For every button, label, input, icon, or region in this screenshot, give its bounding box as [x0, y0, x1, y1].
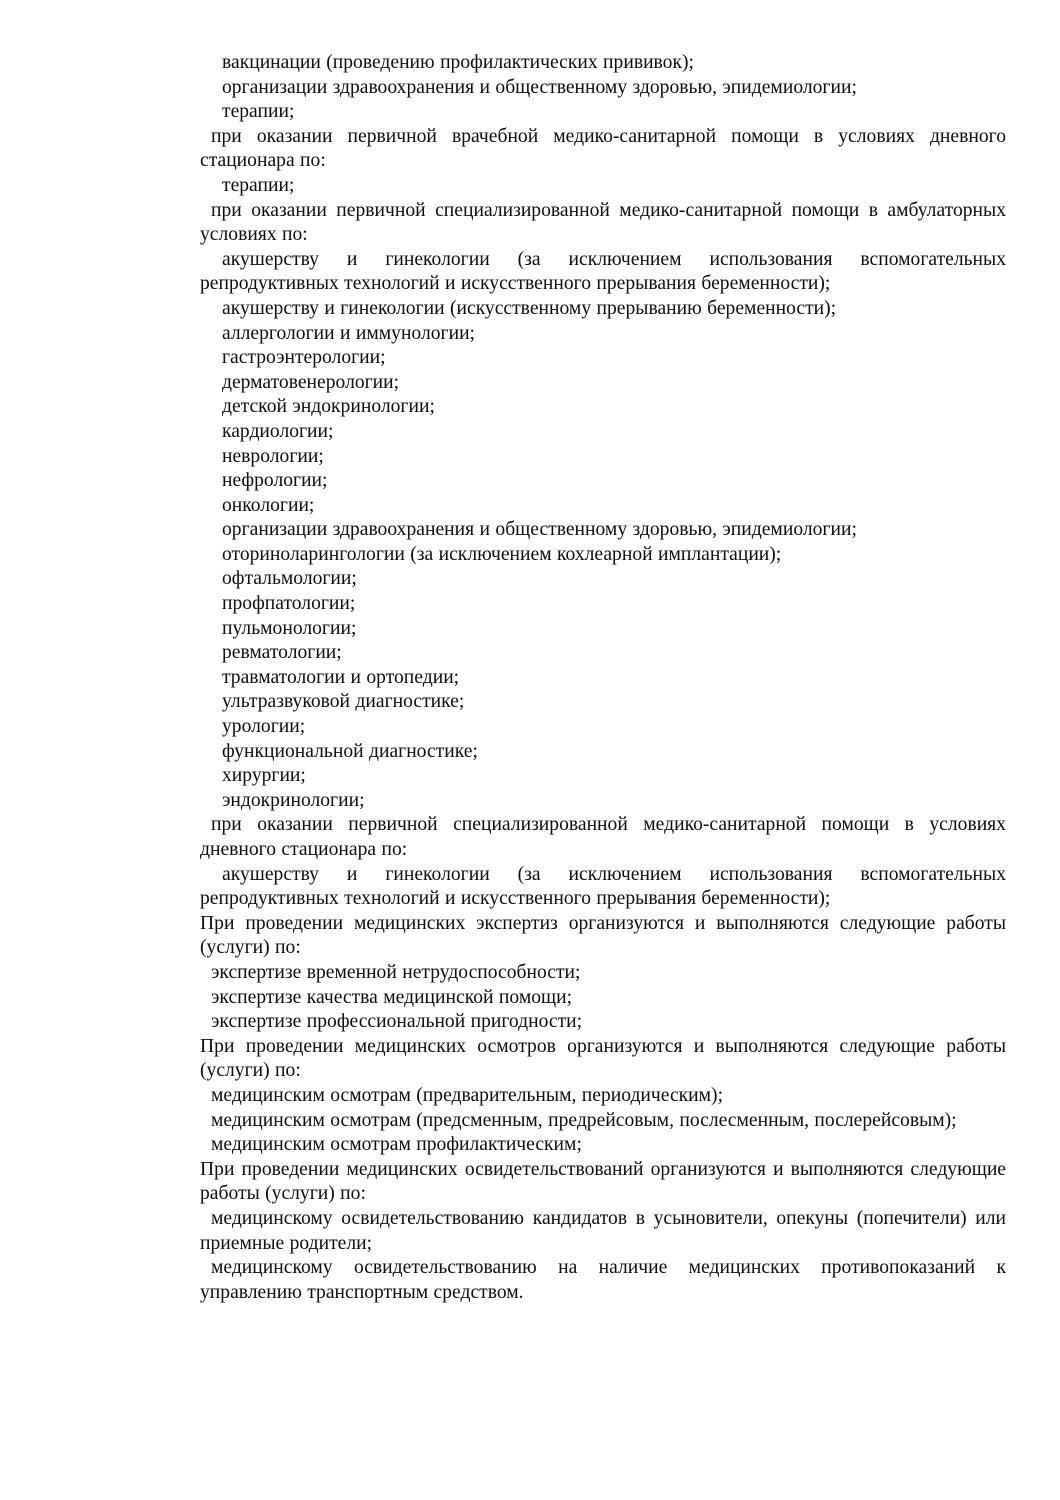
- paragraph: экспертизе профессиональной пригодности;: [211, 1011, 583, 1033]
- paragraph: при оказании первичной специализированной медико-санитарной помощи в амбулаторных условиях по:: [200, 199, 1006, 246]
- paragraph: экспертизе качества медицинской помощи;: [211, 986, 573, 1008]
- paragraph: акушерству и гинекологии (за исключением использования вспомогательных репродуктивных технологий и искусственного прерывания беременности);: [200, 863, 1006, 910]
- paragraph: терапии;: [222, 101, 295, 123]
- paragraph: неврологии;: [222, 445, 324, 467]
- paragraph: медицинскому освидетельствованию кандидатов в усыновители, опекуны (попечители) или приемные родители;: [200, 1207, 1006, 1254]
- paragraph: дерматовенерологии;: [222, 371, 400, 393]
- paragraph: акушерству и гинекологии (за исключением использования вспомогательных репродуктивных технологий и искусственного прерывания беременности);: [200, 248, 1006, 295]
- paragraph: медицинскому освидетельствованию на наличие медицинских противопоказаний к управлению транспортным средством.: [200, 1257, 1006, 1303]
- paragraph: медицинским осмотрам (предсменным, предрейсовым, послесменным, послерейсовым);: [211, 1109, 957, 1131]
- paragraph: медицинским осмотрам (предварительным, периодическим);: [211, 1084, 724, 1106]
- paragraph: нефрологии;: [222, 470, 328, 492]
- paragraph: оториноларингологии (за исключением кохлеарной имплантации);: [222, 543, 782, 565]
- paragraph: пульмонологии;: [222, 617, 357, 639]
- paragraph: онкологии;: [222, 494, 315, 516]
- paragraph: эндокринологии;: [222, 789, 365, 811]
- paragraph: гастроэнтерологии;: [222, 347, 386, 369]
- paragraph: организации здравоохранения и общественному здоровью, эпидемиологии;: [222, 519, 857, 541]
- paragraph: урологии;: [222, 716, 306, 738]
- paragraph: хирургии;: [222, 765, 306, 787]
- paragraph: аллергологии и иммунологии;: [222, 322, 476, 344]
- paragraph: ревматологии;: [222, 642, 342, 664]
- paragraph: терапии;: [222, 174, 295, 196]
- paragraph: организации здравоохранения и общественному здоровью, эпидемиологии;: [222, 76, 857, 98]
- paragraph: детской эндокринологии;: [222, 396, 435, 418]
- paragraph: вакцинации (проведению профилактических прививок);: [222, 52, 694, 73]
- paragraph: медицинским осмотрам профилактическим;: [211, 1134, 582, 1156]
- paragraph: При проведении медицинских экспертиз организуются и выполняются следующие работы (услуги) по:: [200, 912, 1006, 959]
- paragraph: кардиологии;: [222, 420, 334, 442]
- paragraph: экспертизе временной нетрудоспособности;: [211, 961, 581, 983]
- paragraph: При проведении медицинских освидетельствований организуются и выполняются следующие работы (услуги) по:: [200, 1158, 1006, 1205]
- paragraph: травматологии и ортопедии;: [222, 666, 460, 688]
- paragraph: профпатологии;: [222, 593, 356, 615]
- paragraph: ультразвуковой диагностике;: [222, 691, 465, 713]
- paragraph: офтальмологии;: [222, 568, 357, 590]
- paragraph: При проведении медицинских осмотров организуются и выполняются следующие работы (услуги) по:: [200, 1035, 1006, 1082]
- paragraph: функциональной диагностике;: [222, 740, 478, 762]
- paragraph: при оказании первичной специализированной медико-санитарной помощи в условиях дневного стационара по:: [200, 814, 1006, 860]
- paragraph: при оказании первичной врачебной медико-санитарной помощи в условиях дневного стационара по:: [200, 125, 1006, 172]
- paragraph: акушерству и гинекологии (искусственному прерыванию беременности);: [222, 297, 837, 319]
